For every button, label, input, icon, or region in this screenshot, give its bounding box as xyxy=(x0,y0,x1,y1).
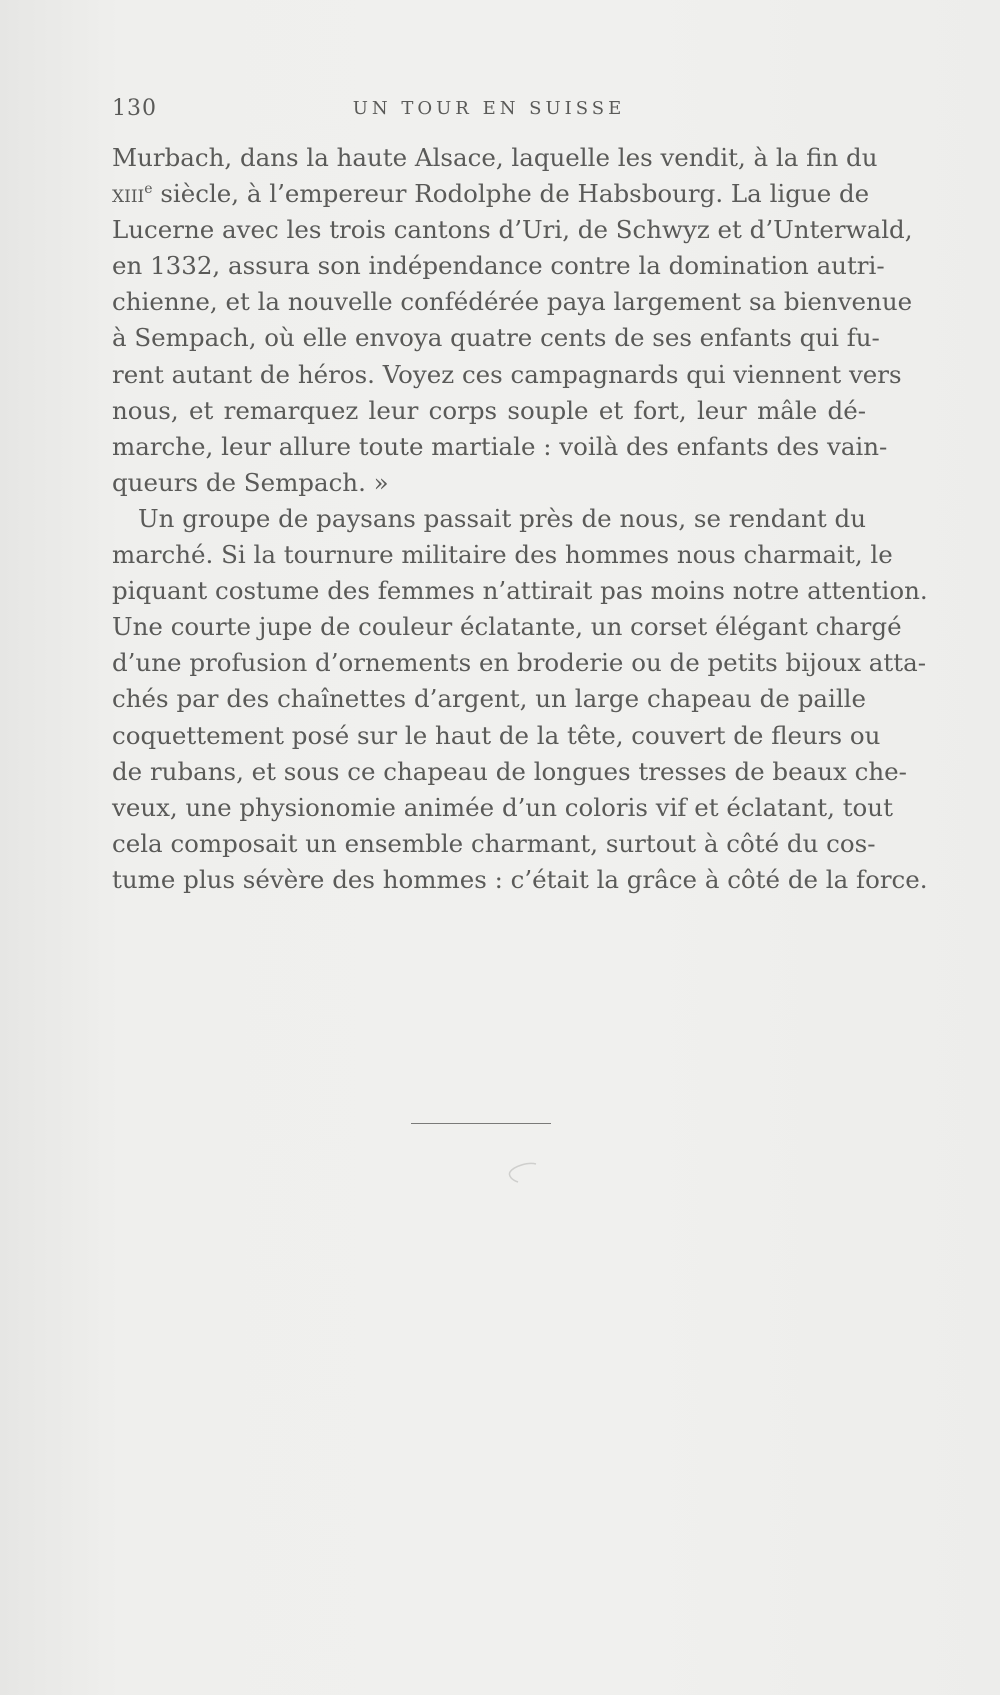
text-line: Lucerne avec les trois cantons d’Uri, de Schwyz et d’Unterwald, xyxy=(112,215,913,245)
body-text xyxy=(112,140,928,898)
text-line: marché. Si la tournure militaire des hommes nous charmait, le xyxy=(112,540,893,570)
century-numeral: XIII xyxy=(112,187,145,208)
text-line: coquettement posé sur le haut de la tête, couvert de fleurs ou xyxy=(112,720,881,750)
text-line: de rubans, et sous ce chapeau de longues tresses de beaux che- xyxy=(112,756,907,786)
text-line: en 1332, assura son indépendance contre la domination autri- xyxy=(112,251,885,281)
text-line: piquant costume des femmes n’attirait pas moins notre attention. xyxy=(112,576,928,606)
text-line: queurs de Sempach. » xyxy=(112,467,389,497)
century-suffix: e xyxy=(144,180,153,197)
text-line: veux, une physionomie animée d’un coloris vif et éclatant, tout xyxy=(112,792,893,822)
text-line: chés par des chaînettes d’argent, un large chapeau de paille xyxy=(112,684,866,714)
text-line: nous, et remarquez leur corps souple et fort, leur mâle dé- xyxy=(112,395,866,425)
text-line-rest: siècle, à l’empereur Rodolphe de Habsbourg. La ligue de xyxy=(160,179,870,209)
text-line: tume plus sévère des hommes : c’était la grâce à côté de la force. xyxy=(112,864,928,894)
text-line: d’une profusion d’ornements en broderie ou de petits bijoux atta- xyxy=(112,648,926,678)
text-line: à Sempach, où elle envoya quatre cents de ses enfants qui fu- xyxy=(112,323,880,353)
running-title: UN TOUR EN SUISSE xyxy=(352,98,626,119)
page-number: 130 xyxy=(112,96,157,121)
chapter-end-rule xyxy=(411,1123,551,1124)
running-header xyxy=(112,96,866,124)
text-line xyxy=(112,176,870,212)
text-line: chienne, et la nouvelle confédérée paya largement sa bienvenue xyxy=(112,287,913,317)
text-line: Un groupe de paysans passait près de nous, se rendant du xyxy=(138,503,866,533)
text-line: rent autant de héros. Voyez ces campagnards qui viennent vers xyxy=(112,359,902,389)
text-line: cela composait un ensemble charmant, surtout à côté du cos- xyxy=(112,828,876,858)
text-line: Une courte jupe de couleur éclatante, un corset élégant chargé xyxy=(112,612,902,642)
text-line: Murbach, dans la haute Alsace, laquelle les vendit, à la fin du xyxy=(112,143,878,172)
text-line: marche, leur allure toute martiale : voilà des enfants des vain- xyxy=(112,431,888,461)
flourish-ornament-icon xyxy=(506,1160,540,1188)
